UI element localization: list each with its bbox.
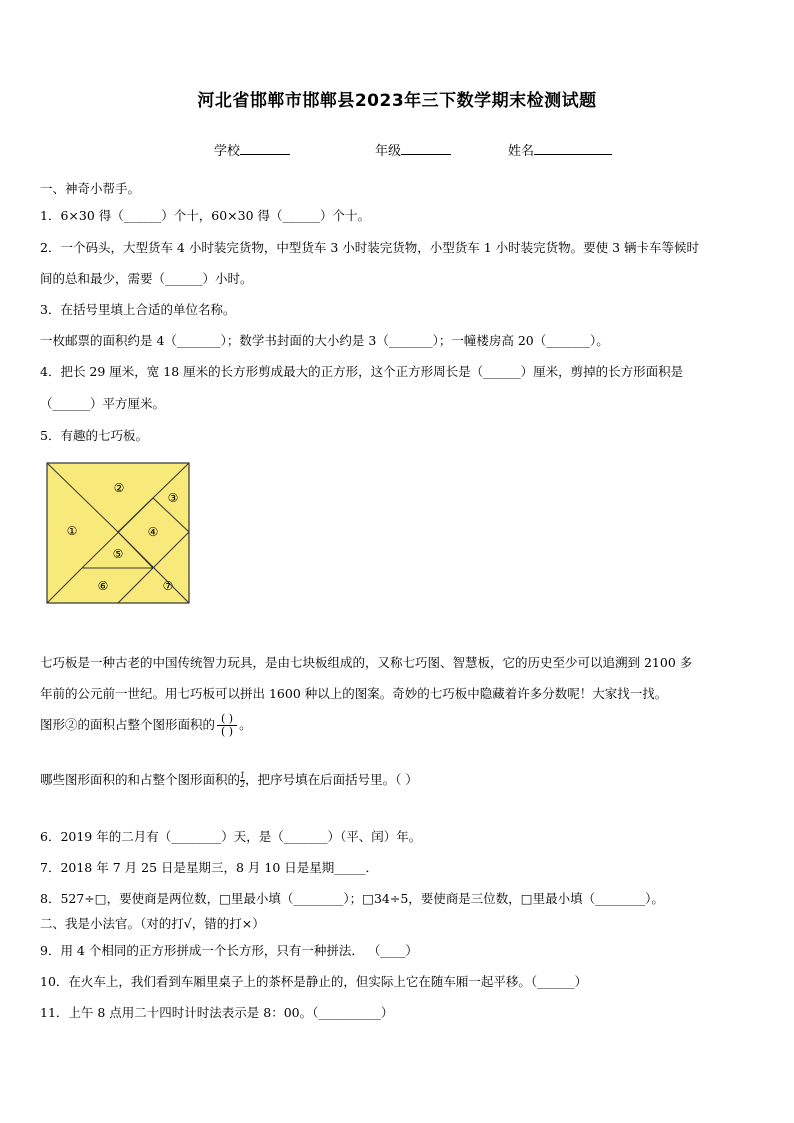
page-title: 河北省邯郸市邯郸县2023年三下数学期末检测试题 [197, 91, 597, 111]
question-7: 7．2018 年 7 月 25 日是星期三，8 月 10 日是星期_____． [40, 860, 379, 875]
tangram-label-4: ④ [147, 525, 159, 539]
tangram-sub-question-2: 哪些图形面积的和占整个图形面积的 $\frac{1}{2}$，把序号填在后面括号里。（ ） [40, 771, 418, 789]
name-label: 姓名 [508, 144, 535, 159]
tangram-label-1: ① [66, 524, 78, 538]
tangram-label-5: ⑤ [112, 547, 124, 561]
tangram-figure [46, 462, 190, 604]
question-8: 8．527÷□，要使商是两位数，□里最小填（________）；□34÷5，要使商是三位数，□里最小填（________）。 [40, 891, 664, 906]
question-4-line-1: 4．把长 29 厘米，宽 18 厘米的长方形剪成最大的正方形，这个正方形周长是（______）厘米，剪掉的长方形面积是 [40, 364, 684, 379]
grade-blank[interactable] [401, 142, 451, 155]
question-2-line-1: 2．一个码头，大型货车 4 小时装完货物，中型货车 3 小时装完货物，小型货车 1 小时装完货物。要使 3 辆卡车等候时 [40, 240, 700, 255]
answer-fraction[interactable]: $\frac{( )}{( )}$ [217, 713, 237, 738]
question-5: 5．有趣的七巧板。 [40, 428, 148, 443]
question-3-sub: 一枚邮票的面积约是 4（_______）；数学书封面的大小约是 3（_______）；一幢楼房高 20（_______）。 [40, 333, 609, 348]
grade-label: 年级 [375, 144, 402, 159]
tangram-label-2: ② [113, 481, 125, 495]
question-4-line-2: （______）平方厘米。 [40, 396, 166, 411]
question-1: 1．6×30 得（______）个十，60×30 得（______）个十。 [40, 208, 371, 223]
section-2-heading: 二、我是小法官。（对的打√，错的打×） [40, 916, 265, 931]
question-10: 10．在火车上，我们看到车厢里桌子上的茶杯是静止的，但实际上它在随车厢一起平移。（______） [40, 974, 588, 989]
tangram-paragraph-2: 年前的公元前一世纪。用七巧板可以拼出 1600 种以上的图案。奇妙的七巧板中隐藏着许多分数呢！大家找一找。 [40, 686, 668, 701]
name-field [508, 140, 612, 159]
question-9: 9．用 4 个相同的正方形拼成一个长方形，只有一种拼法． （____） [40, 943, 418, 958]
tangram-label-6: ⑥ [97, 579, 109, 593]
tangram-sub-question-1: 图形②的面积占整个图形面积的 $\frac{( )}{( )}$ 。 [40, 712, 252, 738]
tangram-label-7: ⑦ [162, 579, 174, 593]
name-blank[interactable] [534, 142, 612, 155]
school-field [214, 140, 290, 159]
one-half-fraction: $\frac{1}{2}$ [240, 771, 246, 789]
school-blank[interactable] [240, 142, 290, 155]
question-3: 3．在括号里填上合适的单位名称。 [40, 302, 236, 317]
question-2-line-2: 间的总和最少，需要（______）小时。 [40, 271, 253, 286]
section-1-heading: 一、神奇小帮手。 [40, 181, 141, 196]
tangram-paragraph-1: 七巧板是一种古老的中国传统智力玩具，是由七块板组成的，又称七巧图、智慧板，它的历史至少可以追溯到 2100 多 [40, 655, 693, 670]
tangram-label-3: ③ [167, 491, 179, 505]
question-11: 11．上午 8 点用二十四时计时法表示是 8：00。（__________） [40, 1005, 394, 1020]
grade-field [375, 140, 451, 159]
school-label: 学校 [214, 144, 241, 159]
question-6: 6．2019 年的二月有（________）天，是（_______）（平、闰）年。 [40, 829, 422, 844]
